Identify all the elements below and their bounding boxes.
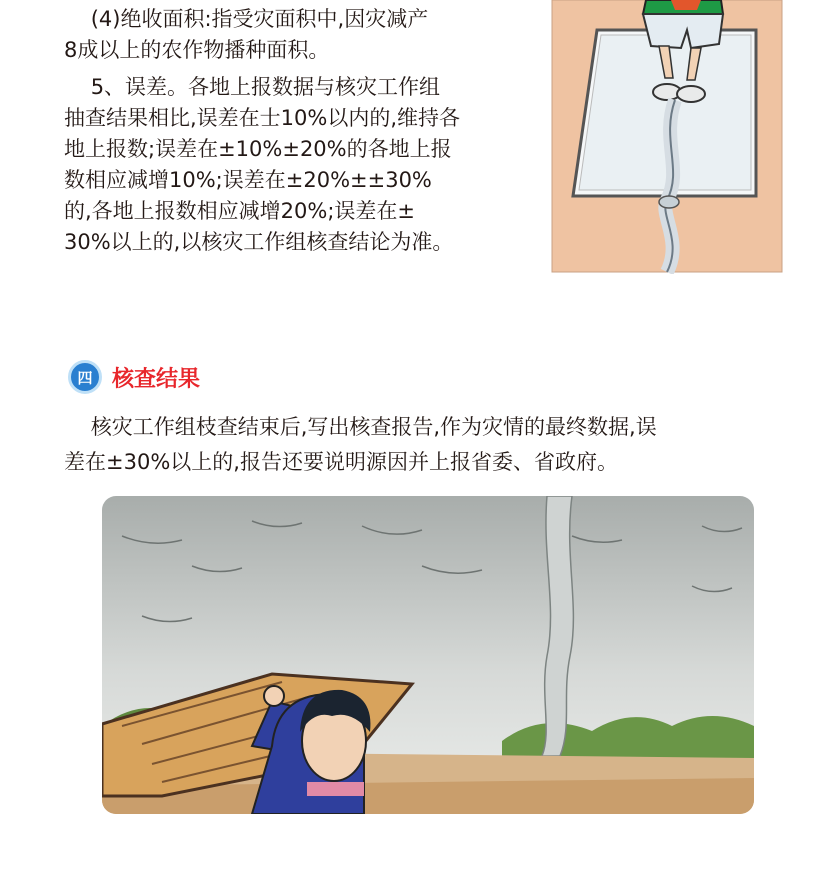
text-line: 核灾工作组枝查结束后,写出核查报告,作为灾情的最终数据,误 [64, 415, 657, 439]
text-line: (4)绝收面积:指受灾面积中,因灾减产 [64, 7, 429, 31]
text-line: 30%以上的,以核灾工作组核查结论为准。 [64, 230, 454, 254]
illustration-tornado-scene [102, 496, 754, 814]
section-number-badge: 四 [68, 360, 102, 394]
paragraph-absolute-loss-area [64, 4, 540, 66]
section-title: 核查结果 [112, 366, 201, 392]
text-line: 的,各地上报数相应减增20%;误差在± [64, 199, 416, 223]
illustration-rope-figure [551, 0, 783, 274]
section-heading [68, 357, 200, 397]
text-line: 数相应减增10%;误差在±20%±±30% [64, 168, 432, 192]
text-line: 抽查结果相比,误差在士10%以内的,维持各 [64, 106, 461, 130]
text-line: 地上报数;误差在±10%±20%的各地上报 [64, 137, 452, 161]
text-line: 8成以上的农作物播种面积。 [64, 38, 330, 62]
paragraph-verification-result [64, 410, 804, 480]
text-line: 5、误差。各地上报数据与核灾工作组 [64, 75, 441, 99]
paragraph-error-rules [64, 72, 540, 258]
text-line: 差在±30%以上的,报告还要说明源因并上报省委、省政府。 [64, 450, 618, 474]
